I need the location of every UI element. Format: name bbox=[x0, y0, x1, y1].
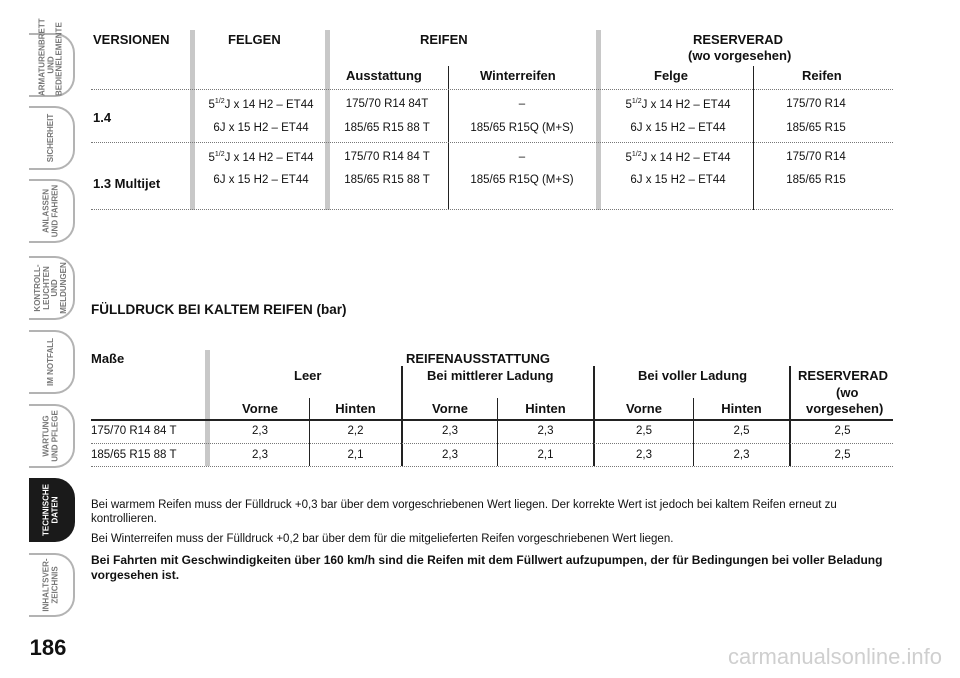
pressure-value: 2,1 bbox=[347, 449, 364, 461]
row-divider bbox=[91, 443, 893, 444]
header-leer: Leer bbox=[294, 368, 322, 383]
version-label: 1.3 Multijet bbox=[93, 176, 161, 191]
column-divider bbox=[205, 350, 210, 466]
header-hinten: Hinten bbox=[525, 401, 566, 416]
header-hinten: Hinten bbox=[721, 401, 762, 416]
rim-size: $5^{1/2}J$ x 14 H2 – ET44 bbox=[208, 151, 314, 164]
column-divider bbox=[401, 366, 403, 466]
header-winterreifen: Winterreifen bbox=[480, 68, 556, 83]
column-divider bbox=[789, 366, 791, 466]
tab-im-notfall[interactable]: IM NOTFALL bbox=[29, 330, 75, 394]
pressure-value: 2,3 bbox=[252, 425, 268, 437]
winter-tire: – bbox=[518, 98, 526, 110]
header-reserverad: RESERVERAD bbox=[693, 32, 784, 47]
pressure-value: 2,3 bbox=[733, 449, 750, 461]
column-divider bbox=[753, 66, 754, 210]
note-warm-tire: Bei warmem Reifen muss der Fülldruck +0,3 bar über dem vorgeschriebenen Wert liegen. Der korrekte Wert ist jedoch bei kaltem Reifen erneut zu kontrollieren. bbox=[91, 499, 837, 525]
winter-tire: 185/65 R15Q (M+S) bbox=[470, 122, 574, 134]
column-divider bbox=[593, 366, 595, 466]
spare-tire: 185/65 R15 bbox=[786, 122, 846, 134]
spare-rim: 6J x 15 H2 – ET44 bbox=[630, 174, 726, 186]
winter-tire: 185/65 R15Q (M+S) bbox=[470, 174, 574, 186]
spare-rim: $5^{1/2}J$ x 14 H2 – ET44 bbox=[625, 98, 731, 111]
pressure-value: 2,5 bbox=[733, 425, 750, 437]
tire-size: 185/65 R15 88 T bbox=[344, 174, 430, 186]
winter-tire: – bbox=[518, 151, 526, 163]
header-rule bbox=[91, 419, 893, 421]
header-reserverad-line2: (wo bbox=[836, 385, 859, 400]
column-divider bbox=[309, 398, 310, 466]
header-felge: Felge bbox=[654, 68, 688, 83]
header-reserverad-note: (wo vorgesehen) bbox=[688, 48, 792, 63]
header-reifen-sub: Reifen bbox=[802, 68, 842, 83]
rim-size: 6J x 15 H2 – ET44 bbox=[213, 174, 309, 186]
column-divider bbox=[596, 30, 601, 210]
page-number: 186 bbox=[29, 635, 67, 660]
spare-tire: 175/70 R14 bbox=[786, 98, 846, 110]
header-masse: Maße bbox=[91, 351, 125, 366]
header-reifenausstattung: REIFENAUSSTATTUNG bbox=[406, 351, 550, 366]
header-mittlere-ladung: Bei mittlerer Ladung bbox=[427, 368, 554, 383]
tab-sicherheit[interactable]: SICHERHEIT bbox=[29, 106, 75, 170]
pressure-value: 2,3 bbox=[442, 449, 458, 461]
header-reifen: REIFEN bbox=[420, 32, 468, 47]
watermark: carmanualsonline.info bbox=[727, 644, 942, 669]
tab-technische-daten[interactable]: TECHNISCHE DATEN bbox=[29, 478, 75, 542]
header-ausstattung: Ausstattung bbox=[346, 68, 422, 83]
tab-inhaltsverzeichnis[interactable]: INHALTSVER- ZEICHNIS bbox=[29, 553, 75, 617]
column-divider bbox=[325, 30, 330, 210]
column-divider bbox=[448, 66, 449, 210]
tab-kontrollleuchten[interactable]: KONTROLL- LEUCHTEN UND MELDUNGEN bbox=[29, 256, 75, 320]
row-divider bbox=[91, 142, 893, 143]
tab-armaturenbrett[interactable]: ARMATURENBRETT UND BEDIENELEMENTE bbox=[29, 33, 75, 97]
row-divider bbox=[91, 466, 893, 467]
pressure-value: 2,5 bbox=[834, 425, 851, 437]
spare-rim: 6J x 15 H2 – ET44 bbox=[630, 122, 726, 134]
tab-anlassen[interactable]: ANLASSEN UND FAHREN bbox=[29, 179, 75, 243]
tire-size: 175/70 R14 84 T bbox=[344, 151, 430, 163]
row-divider bbox=[91, 209, 893, 210]
note-winter-tire: Bei Winterreifen muss der Fülldruck +0,2 bar über dem für die mitgelieferten Reifen vorgeschriebenen Wert liegen. bbox=[91, 533, 674, 545]
header-reserverad-line3: vorgesehen) bbox=[806, 401, 884, 416]
section-title: FÜLLDRUCK BEI KALTEM REIFEN (bar) bbox=[91, 302, 347, 317]
column-divider bbox=[190, 30, 195, 210]
header-vorne: Vorne bbox=[432, 401, 468, 416]
header-felgen: FELGEN bbox=[228, 32, 281, 47]
rim-size: 6J x 15 H2 – ET44 bbox=[213, 122, 309, 134]
row-divider bbox=[91, 89, 893, 90]
pressure-value: 2,5 bbox=[834, 449, 851, 461]
header-hinten: Hinten bbox=[335, 401, 376, 416]
rim-size: $5^{1/2}J$ x 14 H2 – ET44 bbox=[208, 98, 314, 111]
pressure-value: 2,3 bbox=[252, 449, 268, 461]
tire-size: 185/65 R15 88 T bbox=[344, 122, 430, 134]
spare-tire: 175/70 R14 bbox=[786, 151, 846, 163]
header-voller-ladung: Bei voller Ladung bbox=[638, 368, 748, 383]
pressure-value: 2,5 bbox=[636, 425, 652, 437]
version-label: 1.4 bbox=[93, 110, 112, 125]
tire-size: 175/70 R14 84T bbox=[345, 98, 429, 110]
column-divider bbox=[497, 398, 498, 466]
pressure-value: 2,2 bbox=[347, 425, 364, 437]
pressure-value: 2,3 bbox=[442, 425, 458, 437]
tire-size: 185/65 R15 88 T bbox=[91, 449, 177, 461]
tab-wartung[interactable]: WARTUNG UND PFLEGE bbox=[29, 404, 75, 468]
note-high-speed: Bei Fahrten mit Geschwindigkeiten über 160 km/h sind die Reifen mit dem Füllwert aufzupumpen, der für Bedingungen bei voller Beladung vorgesehen ist. bbox=[91, 553, 883, 582]
pressure-value: 2,3 bbox=[537, 425, 554, 437]
header-vorne: Vorne bbox=[242, 401, 278, 416]
header-versionen: VERSIONEN bbox=[93, 32, 170, 47]
pressure-value: 2,1 bbox=[537, 449, 554, 461]
spare-rim: $5^{1/2}J$ x 14 H2 – ET44 bbox=[625, 151, 731, 164]
column-divider bbox=[693, 398, 694, 466]
header-reserverad: RESERVERAD bbox=[798, 368, 889, 383]
spare-tire: 185/65 R15 bbox=[786, 174, 846, 186]
tire-size: 175/70 R14 84 T bbox=[91, 425, 177, 437]
pressure-value: 2,3 bbox=[636, 449, 652, 461]
header-vorne: Vorne bbox=[626, 401, 662, 416]
